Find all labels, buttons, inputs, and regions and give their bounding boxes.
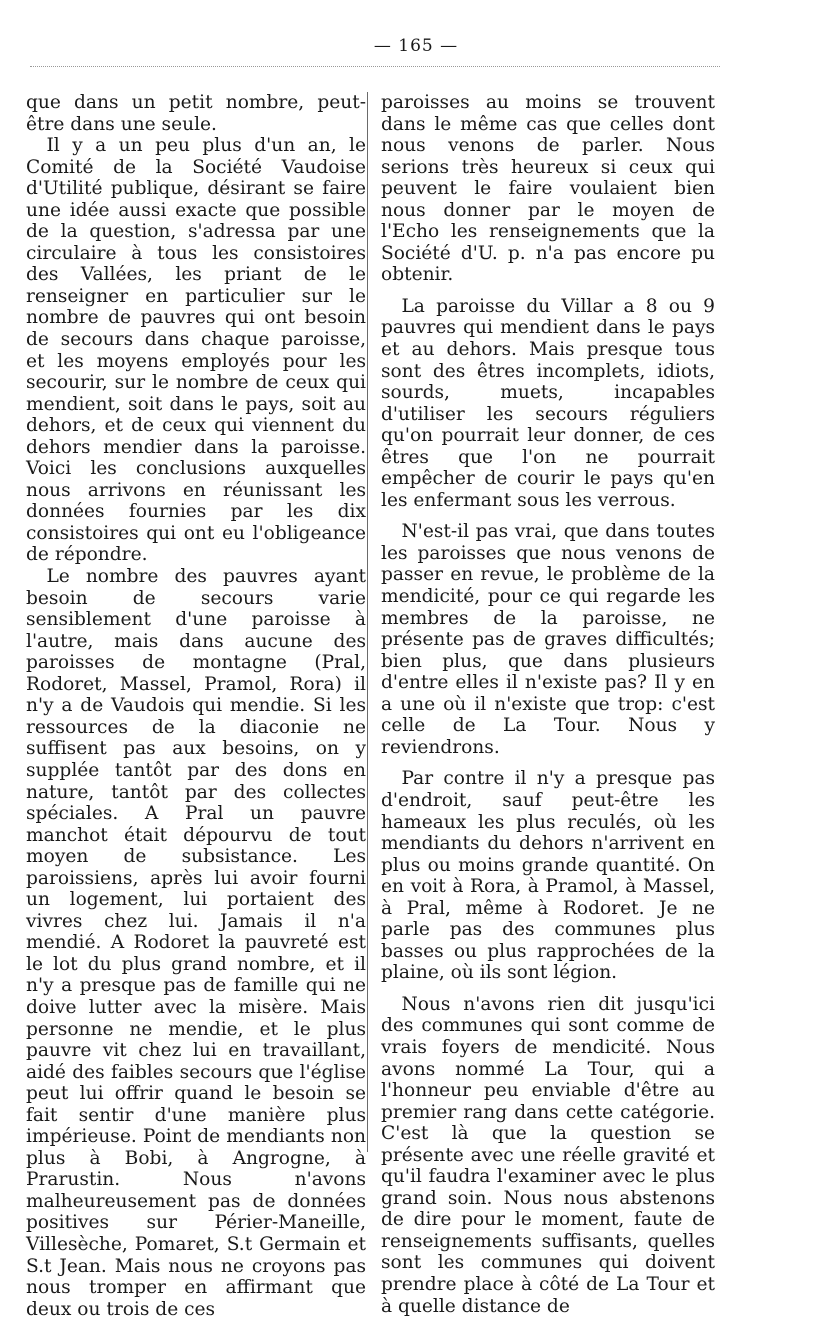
paragraph: Par contre il n'y a presque pas d'endroit, sauf peut-être les hameaux les plus reculés, où les mendiants du dehors n'arrivent en plus ou moins grande quantité. On en voit à Rora, à Pramol, à Massel, à Pral, même à Rodoret. Je ne parle pas des communes plus basses ou plus rapprochées de la plaine, où ils sont légion. bbox=[381, 768, 715, 984]
paragraph: paroisses au moins se trouvent dans le même cas que celles dont nous venons de parler. Nous serions très heureux si ceux qui peuvent le faire voulaient bien nous donner par le moyen de l'Echo les renseignements que la Société d'U. p. n'a pas encore pu obtenir. bbox=[381, 92, 715, 286]
right-column bbox=[381, 92, 715, 1317]
header-rule bbox=[30, 66, 720, 67]
paragraph: La paroisse du Villar a 8 ou 9 pauvres qui mendient dans le pays et au dehors. Mais presque tous sont des êtres incomplets, idiots, sourds, muets, incapables d'utiliser les secours réguliers qu'on pourrait leur donner, de ces êtres que l'on ne pourrait empêcher de courir le pays qu'en les enfermant sous les verrous. bbox=[381, 295, 715, 511]
column-divider bbox=[367, 92, 368, 1152]
left-column bbox=[26, 92, 366, 1320]
paragraph: Nous n'avons rien dit jusqu'ici des communes qui sont comme de vrais foyers de mendicité. Nous avons nommé La Tour, qui a l'honneur peu enviable d'être au premier rang dans cette catégorie. C'est là que la question se présente avec une réelle gravité et qu'il faudra l'examiner avec le plus grand soin. Nous nous abstenons de dire pour le moment, faute de renseignements suffisants, quelles sont les communes qui doivent prendre place à côté de La Tour et à quelle distance de bbox=[381, 993, 715, 1317]
page-number: — 165 — bbox=[373, 36, 459, 56]
paragraph: que dans un petit nombre, peut-être dans une seule. bbox=[26, 92, 366, 135]
paragraph: N'est-il pas vrai, que dans toutes les paroisses que nous venons de passer en revue, le problème de la mendicité, pour ce qui regarde les membres de la paroisse, ne présente pas de graves difficultés; bien plus, que dans plusieurs d'entre elles il n'existe pas? Il y en a une où il n'existe que trop: c'est celle de La Tour. Nous y reviendrons. bbox=[381, 521, 715, 758]
paragraph: Le nombre des pauvres ayant besoin de secours varie sensiblement d'une paroisse à l'autre, mais dans aucune des paroisses de montagne (Pral, Rodoret, Massel, Pramol, Rora) il n'y a de Vaudois qui mendie. Si les ressources de la diaconie ne suffisent pas aux besoins, on y supplée tantôt par des dons en nature, tantôt par des collectes spéciales. A Pral un pauvre manchot était dépourvu de tout moyen de subsistance. Les paroissiens, après lui avoir fourni un logement, lui portaient des vivres chez lui. Jamais il n'a mendié. A Rodoret la pauvreté est le lot du plus grand nombre, et il n'y a presque pas de famille qui ne doive lutter avec la misère. Mais personne ne mendie, et le plus pauvre vit chez lui en travaillant, aidé des faibles secours que l'église peut lui offrir quand le besoin se fait sentir d'une manière plus impérieuse. Point de mendiants non plus à Bobi, à Angrogne, à Prarustin. Nous n'avons malheureusement pas de données positives sur Périer-Maneille, Villesèche, Pomaret, S.t Germain et S.t Jean. Mais nous ne croyons pas nous tromper en affirmant que deux ou trois de ces bbox=[26, 566, 366, 1320]
paragraph: Il y a un peu plus d'un an, le Comité de la Société Vaudoise d'Utilité publique, désirant se faire une idée aussi exacte que possible de la question, s'adressa par une circulaire à tous les consistoires des Vallées, les priant de le renseigner en particulier sur le nombre de pauvres qui ont besoin de secours dans chaque paroisse, et les moyens employés pour les secourir, sur le nombre de ceux qui mendient, soit dans le pays, soit au dehors, et de ceux qui viennent du dehors mendier dans la paroisse. Voici les conclusions auxquelles nous arrivons en réunissant les données fournies par les dix consistoires qui ont eu l'obligeance de répondre. bbox=[26, 135, 366, 566]
